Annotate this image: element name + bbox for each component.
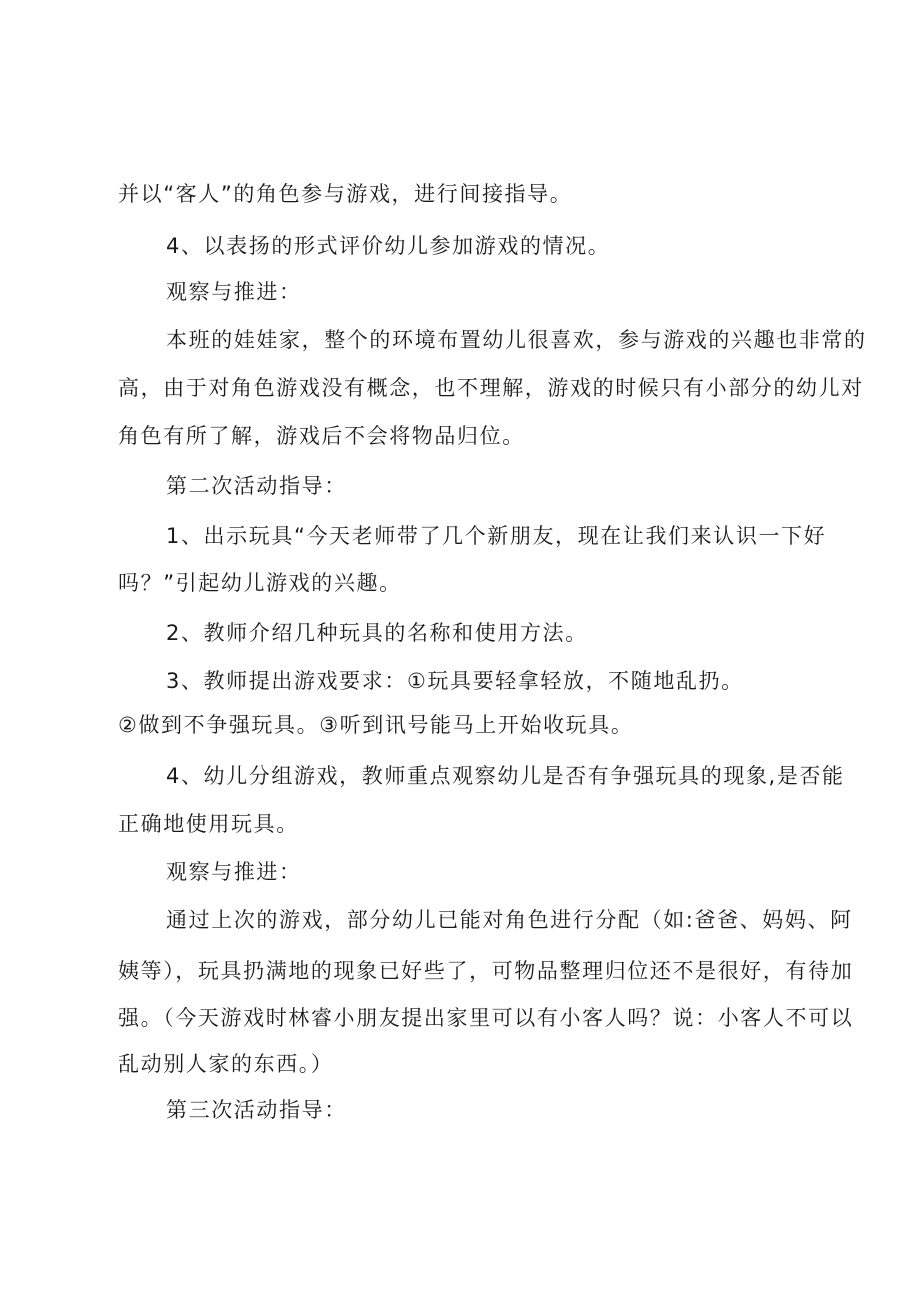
paragraph-line: 强。（今天游戏时林睿小朋友提出家里可以有小客人吗？说：小客人不可以 [118,1006,854,1030]
section-heading: 第二次活动指导： [166,474,347,498]
paragraph-line: 角色有所了解，游戏后不会将物品归位。 [118,424,525,448]
section-heading: 观察与推进： [166,280,302,304]
paragraph-line: 通过上次的游戏，部分幼儿已能对角色进行分配（如:爸爸、妈妈、阿 [166,908,853,932]
paragraph-line: 1、出示玩具“今天老师带了几个新朋友，现在让我们来认识一下好 [166,524,827,548]
paragraph-line: 姨等），玩具扔满地的现象已好些了，可物品整理归位还不是很好，有待加 [118,959,854,983]
paragraph-line: ②做到不争强玩具。③听到讯号能马上开始收玩具。 [118,713,634,737]
paragraph-line: 乱动别人家的东西。） [118,1052,334,1076]
paragraph-line: 2、教师介绍几种玩具的名称和使用方法。 [166,621,588,645]
paragraph-line: 正确地使用玩具。 [118,812,299,836]
paragraph-line: 高，由于对角色游戏没有概念，也不理解，游戏的时候只有小部分的幼儿对 [118,376,864,400]
section-heading: 观察与推进： [166,860,302,884]
section-heading: 第三次活动指导： [166,1098,347,1122]
paragraph-line: 4、以表扬的形式评价幼儿参加游戏的情况。 [166,234,611,258]
paragraph-line: 3、教师提出游戏要求：①玩具要轻拿轻放，不随地乱扔。 [166,669,744,693]
paragraph-line: 本班的娃娃家，整个的环境布置幼儿很喜欢，参与游戏的兴趣也非常的 [166,328,867,352]
paragraph-line: 并以“客人”的角色参与游戏，进行间接指导。 [118,182,573,206]
paragraph-line: 4、幼儿分组游戏，教师重点观察幼儿是否有争强玩具的现象,是否能 [166,764,845,788]
paragraph-line: 吗？”引起幼儿游戏的兴趣。 [118,571,402,595]
